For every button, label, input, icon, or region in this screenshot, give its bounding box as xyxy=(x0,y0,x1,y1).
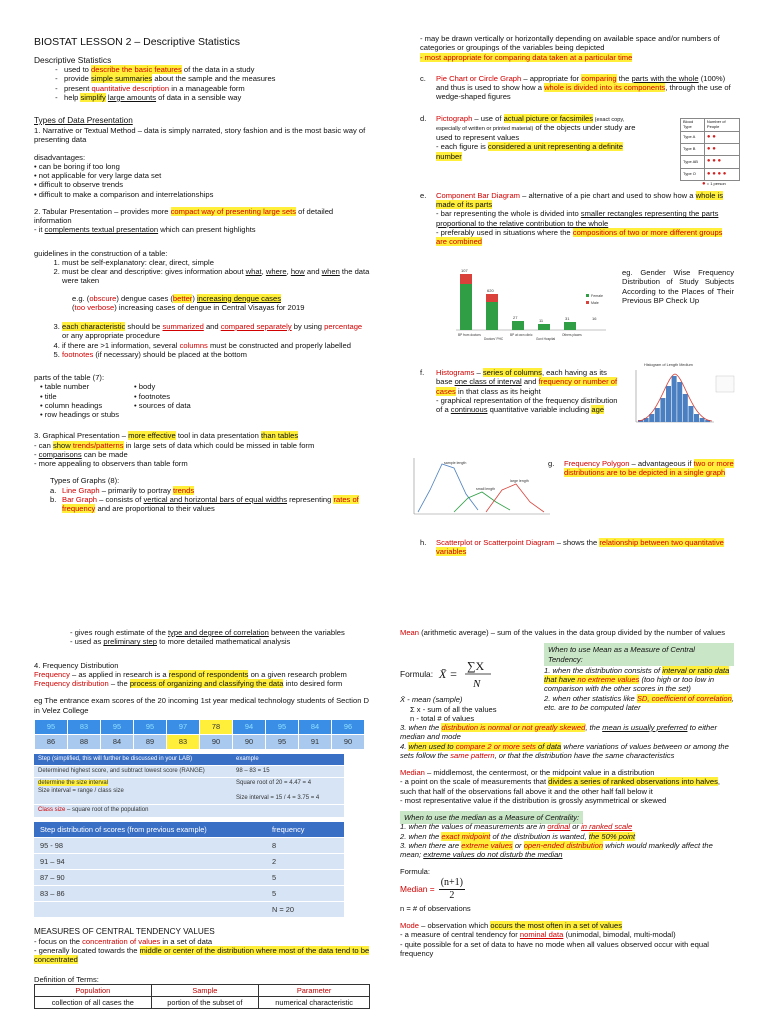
histogram-bar xyxy=(683,394,688,422)
comp-bar-2-top xyxy=(486,294,498,302)
picto-row-label: Type AB xyxy=(681,156,705,168)
histogram-bar xyxy=(688,406,693,422)
graph-type-f: f. Histograms – series of columns, each having as its base one class of interval and frequency or number of cases in that class as its height - graphical representation of the frequency distribution of a continuous quantitative variable including age xyxy=(420,368,618,414)
graph-benefit-2: - comparisons can be made xyxy=(34,449,128,459)
comp-bar-category: Govt Hospital xyxy=(536,337,556,341)
guideline-4: 4. if there are >1 information, several columns must be constructed and properly labelled xyxy=(62,341,370,350)
histogram-bar xyxy=(666,386,671,422)
graph-type-h: h. Scatterplot or Scatterpoint Diagram – shows the relationship between two quantitative variables xyxy=(420,538,724,557)
component-bar-example: eg. Gender Wise Frequency Distribution of Study Subjects According to the Places of Their Previous BP Check Up xyxy=(622,268,734,305)
comp-legend-male: Male xyxy=(591,301,599,305)
mean-formula xyxy=(437,657,507,691)
table-parts-heading: parts of the table (7): xyxy=(34,373,105,383)
median-when-1: 1. when the values of measurements are in ordinal or in ranked scale xyxy=(400,822,633,832)
mode-no-mode: - quite possible for a set of data to have no mode when all values observed occur with equal frequency xyxy=(400,939,709,958)
picto-row-label: Type A xyxy=(681,131,705,143)
comp-bar-4 xyxy=(538,324,550,330)
mean-when-block xyxy=(544,643,734,723)
steps-size-interval-example: Square root of 20 = 4.47 = 4 Size interval = 15 / 4 = 3.75 = 4 xyxy=(232,778,344,805)
score-cell: 88 xyxy=(68,734,101,749)
page-2 xyxy=(0,618,768,1024)
comp-bar-3 xyxy=(512,321,524,330)
picto-row-label: Type O xyxy=(681,168,705,180)
score-cell: 95 xyxy=(266,734,299,749)
ds-bullet-3: - present quantitative description in a manageable form xyxy=(64,84,370,93)
frequency-distribution-definition: Frequency distribution – the process of organizing and classifying the data into desired form xyxy=(34,679,343,688)
freq-head-1: Step distribution of scores (from previous example) xyxy=(34,821,266,837)
graph-type-d: d. Pictograph – use of actual picture or facsimiles (exact copy, especially of written or printed material) of the objects under study are used to represent values - each figure is considered a unit representing a definite number xyxy=(420,113,636,161)
freq-class: 87 – 90 xyxy=(34,869,266,885)
mean-when-4: 4. when used to compare 2 or more sets of data where variations of values between or among the sets follow the same pattern, or that the distribution have the same characteristics xyxy=(400,741,729,760)
freq-value: 5 xyxy=(266,869,344,885)
score-cell: 86 xyxy=(35,734,68,749)
descriptive-statistics-section xyxy=(34,55,370,102)
disadvantage-4: • difficult to make a comparison and interrelationships xyxy=(34,189,214,199)
disadvantage-1: • can be boring if too long xyxy=(34,161,120,171)
score-cell: 95 xyxy=(101,719,134,734)
steps-range-example: 98 – 83 = 15 xyxy=(232,766,344,778)
types-heading: Types of Data Presentation xyxy=(34,116,133,126)
score-cell: 89 xyxy=(134,734,167,749)
ds-bullet-2: - provide simple summaries about the sample and the measures xyxy=(64,74,370,83)
histogram-bars xyxy=(638,376,710,422)
steps-head-1: Step (simplified, this will further be discussed in your LAB) xyxy=(34,753,232,765)
comp-bar-category: Doctors' PHC xyxy=(484,337,504,341)
histogram-bar xyxy=(700,418,705,422)
median-representative: - most representative value if the distribution is grossly asymmetrical or skewed xyxy=(400,795,667,805)
freq-class: 95 - 98 xyxy=(34,837,266,853)
mean-when-2: 2. when other statistics like SD, coefficient of correlation, etc. are to be computed later xyxy=(544,693,734,712)
def-sample: Sample xyxy=(151,984,259,996)
scatter-note-1: - gives rough estimate of the type and degree of correlation between the variables xyxy=(70,628,345,637)
table-parts-list: • table number • body • title • footnotes • column headings • sources of data • row headings or stubs xyxy=(40,382,191,420)
comp-legend-female: Female xyxy=(591,294,603,298)
mode-nominal: - a measure of central tendency for nominal data (unimodal, bimodal, multi-modal) xyxy=(400,930,676,940)
graphical-section xyxy=(34,431,370,513)
picto-row-icons: ● ● xyxy=(704,131,739,143)
comp-bar-value: 16 xyxy=(592,316,597,321)
tabular-complements: - it complements textual presentation which can present highlights xyxy=(34,225,256,235)
svg-text:∑X: ∑X xyxy=(467,659,485,674)
def-population-text: collection of all cases the xyxy=(35,996,152,1008)
types-section xyxy=(34,116,370,235)
median-definition: Median – middlemost, the centermost, or the midpoint value in a distribution xyxy=(400,768,655,777)
polygon-series-1 xyxy=(418,464,478,512)
blood-drop-icon: ● xyxy=(702,181,706,187)
guidelines-section xyxy=(34,249,370,360)
tabular-presentation: 2. Tabular Presentation – provides more compact way of presenting large sets of detailed information xyxy=(34,206,334,226)
graph-type-e: e. Component Bar Diagram – alternative of a pie chart and used to show how a whole is made of its parts - bar representing the whole is divided into smaller rectangles representing the parts proportional to the relative contribution to the whole - preferably used in situations where the compositions of two or more different groups are combined xyxy=(420,190,724,247)
polygon-label: small length xyxy=(476,487,496,491)
disadvantage-3: • difficult to observe trends xyxy=(34,180,124,190)
score-cell: 94 xyxy=(233,719,266,734)
histogram-bar xyxy=(677,382,682,422)
def-population: Population xyxy=(35,984,152,996)
freq-value: 8 xyxy=(266,837,344,853)
histogram-bar xyxy=(660,398,665,422)
lesson-title: BIOSTAT LESSON 2 – Descriptive Statistics xyxy=(34,36,240,48)
component-bar-figure xyxy=(446,264,618,342)
picto-legend: ● = 1 person xyxy=(702,181,726,187)
score-cell: 91 xyxy=(299,734,332,749)
score-cell: 90 xyxy=(233,734,266,749)
page2-right-column xyxy=(400,628,734,958)
histogram-bar xyxy=(649,414,654,422)
score-cell: 90 xyxy=(200,734,233,749)
comp-legend-male-swatch xyxy=(586,301,589,304)
median-when-heading: When to use the median as a Measure of Centrality: xyxy=(400,813,734,822)
guideline-1: 1. must be self-explanatory: clear, direct, simple xyxy=(62,258,370,267)
histogram-bar xyxy=(694,414,699,422)
comp-bar-value: 27 xyxy=(513,315,518,320)
page2-left-column xyxy=(34,628,370,1009)
picto-row-icons: ● ● ● xyxy=(704,156,739,168)
steps-range: Determined highest score, and subtract lowest score (RANGE) xyxy=(34,766,232,778)
table-parts-section xyxy=(34,373,370,419)
median-denominator: 2 xyxy=(449,889,455,901)
graph-type-b: b. Bar Graph – consists of vertical and horizontal bars of equal widths representing rates of frequency and are proportional to their values xyxy=(50,494,359,514)
mean-formula-block: Formula: X̄ = ∑X N X̄ - mean (sample) Σ x - sum of all the values n - total # of values xyxy=(400,643,544,723)
histogram-bar xyxy=(644,418,649,422)
comp-bar-value: 11 xyxy=(539,318,544,323)
disadvantages-heading: disadvantages: xyxy=(34,152,86,162)
score-cell: 90 xyxy=(332,734,365,749)
comp-bar-category: BP from doctors xyxy=(458,333,481,337)
mode-definition: Mode – observation which occurs the most often in a set of values xyxy=(400,921,623,931)
freq-class: 91 – 94 xyxy=(34,853,266,869)
picto-row-icons: ● ● xyxy=(704,144,739,156)
histogram-bar xyxy=(672,376,677,422)
score-cell: 95 xyxy=(266,719,299,734)
scores-table xyxy=(34,719,365,750)
freq-value: 2 xyxy=(266,853,344,869)
ds-bullet-4: - help simplify large amounts of data in a sensible way xyxy=(64,93,370,102)
mean-symbol-n: n - total # of values xyxy=(410,713,475,723)
graph-type-c: c. Pie Chart or Circle Graph – appropriate for comparing the parts with the whole (100%) and thus is used to show how a whole is divided into its components, through the use of wedge-shaped figures xyxy=(420,73,731,102)
scores-example: eg The entrance exam scores of the 20 incoming 1st year medical technology students of Section D in Velez College xyxy=(34,696,370,715)
def-parameter-text: numerical characteristic xyxy=(259,996,370,1008)
median-when-3: 3. when there are extreme values or open-ended distribution which would markedly affect the mean; extreme values do not disturb the median xyxy=(400,840,713,859)
disadvantage-2: • not applicable for very large data set xyxy=(34,171,162,181)
median-when-2: 2. when the exact midpoint of the distribution is wanted, the 50% point xyxy=(400,831,636,841)
ds-heading: Descriptive Statistics xyxy=(34,54,112,65)
bar-graph-note: - may be drawn vertically or horizontally depending on available space and/or numbers of categories or groupings of the variables being depicted xyxy=(420,34,720,53)
freq-total: N = 20 xyxy=(266,901,344,917)
median-formula: Median = $\frac{(n+1)}{2}$ xyxy=(400,876,463,901)
picto-row-label: Type B xyxy=(681,144,705,156)
score-cell: 83 xyxy=(68,719,101,734)
central-tendency-2: - generally located towards the middle or center of the distribution where most of the data tend to be concentrated xyxy=(34,946,370,965)
comp-bar-category: BP at own clinic xyxy=(510,333,533,337)
median-when-block xyxy=(400,813,734,859)
score-cell: 78 xyxy=(200,719,233,734)
graph-benefit-1: - can show trends/patterns in large sets of data which could be missed in table form xyxy=(34,440,315,450)
freq-head-2: frequency xyxy=(266,821,344,837)
freq-class xyxy=(34,901,266,917)
def-sample-text: portion of the subset of xyxy=(151,996,259,1008)
graph-type-g: g. Frequency Polygon – advantageous if two or more distributions are to be depicted in a single graph xyxy=(548,459,734,478)
score-cell: 95 xyxy=(134,719,167,734)
svg-text:X̄ =: X̄ = xyxy=(439,667,458,682)
definition-table xyxy=(34,984,370,1009)
mean-when-1: 1. when the distribution consists of interval or ratio data that have no extreme values (too high or too low in comparison with the other scores in the set) xyxy=(544,665,730,694)
definition-of-terms-heading: Definition of Terms: xyxy=(34,974,99,984)
narrative-method: 1. Narrative or Textual Method – data is simply narrated, story fashion and is the most basic way of presenting data xyxy=(34,126,366,145)
central-tendency-1: - focus on the concentration of values in a set of data xyxy=(34,936,213,946)
frequency-polygon-figure xyxy=(406,454,554,522)
comp-bar-category: Others places xyxy=(562,333,582,337)
mean-when-3: 3. when the distribution is normal or not greatly skewed, the mean is usually preferred to either median and mode xyxy=(400,723,718,742)
pictograph-figure xyxy=(680,118,740,188)
guidelines-heading: guidelines in the construction of a table: xyxy=(34,248,168,258)
polygon-label: large length xyxy=(510,479,529,483)
ds-bullet-1: - used to describe the basic features of the data in a study xyxy=(64,65,370,74)
mean-when-heading: When to use Mean as a Measure of Central Tendency: xyxy=(544,643,734,666)
page-1 xyxy=(0,8,768,557)
steps-head-2: example xyxy=(232,753,344,765)
score-cell: 84 xyxy=(101,734,134,749)
guideline-2: 2. must be clear and descriptive: gives information about what, where, how and when the data were taken e.g. (obscure) dengue cases (better) increasing dengue cases (too verbose) increasing cases of dengue in Central Visayas for 2019 xyxy=(62,267,370,322)
median-formula-label: Formula: xyxy=(400,867,430,877)
steps-size-interval: determine the size interval Size interval = range / class size xyxy=(34,778,232,805)
median-n-definition: n = # of observations xyxy=(400,903,471,913)
scatter-note-2: - used as preliminary step to more detailed mathematical analysis xyxy=(70,637,291,647)
frequency-table xyxy=(34,821,344,917)
graphical-presentation: 3. Graphical Presentation – more effective tool in data presentation than tables xyxy=(34,431,299,441)
polygon-label: sample length xyxy=(444,461,467,465)
picto-head-2: Number of People xyxy=(704,119,739,132)
comp-bar-1-top xyxy=(460,274,472,284)
histogram-legend-box xyxy=(716,376,734,392)
comp-bar-5 xyxy=(564,322,576,330)
bar-graph-appropriate: - most appropriate for comparing data taken at a particular time xyxy=(420,52,633,62)
score-cell: 83 xyxy=(167,734,200,749)
central-tendency-heading: MEASURES OF CENTRAL TENDENCY VALUES xyxy=(34,926,215,936)
steps-class-size: Class size – square root of the population xyxy=(34,805,344,817)
score-cell: 97 xyxy=(167,719,200,734)
picto-head-1: Blood Type xyxy=(681,119,705,132)
comp-legend-female-swatch xyxy=(586,294,589,297)
steps-table xyxy=(34,753,344,817)
histogram-figure xyxy=(628,360,738,432)
frequency-definition: Frequency – as applied in research is a respond of respondents on a given research problem xyxy=(34,669,347,679)
histogram-title: Histogram of Length Medium xyxy=(644,363,693,367)
mean-symbol-xbar: X̄ - mean (sample) xyxy=(400,695,463,705)
picto-row-icons: ● ● ● ● xyxy=(704,168,739,180)
guideline-5: 5. footnotes (if necessary) should be placed at the bottom xyxy=(62,350,370,359)
comp-bar-value: 107 xyxy=(461,268,468,273)
median-numerator: (n+1) xyxy=(439,877,465,890)
median-point: - a point on the scale of measurements that divides a series of ranked observations into halves, such that half of the observations fall above it and the other half fall below it xyxy=(400,777,720,796)
freq-value: 5 xyxy=(266,885,344,901)
comp-bar-value: 31 xyxy=(565,316,570,321)
graph-benefit-3: - more appealing to observers than table form xyxy=(34,459,188,469)
guideline-example-2: (too verbose) increasing cases of dengue in Central Visayas for 2019 xyxy=(72,302,305,312)
polygon-series-2 xyxy=(454,492,510,512)
guideline-example-1: e.g. (obscure) dengue cases (better) increasing dengue cases xyxy=(72,293,281,303)
comp-bar-value: 620 xyxy=(487,288,494,293)
types-of-graphs-heading: Types of Graphs (8): xyxy=(50,476,120,486)
def-parameter: Parameter xyxy=(259,984,370,996)
mean-symbol-sum: Σ x - sum of all the values xyxy=(410,704,497,714)
freq-class: 83 – 86 xyxy=(34,885,266,901)
score-cell: 96 xyxy=(332,719,365,734)
graph-type-a: a. Line Graph – primarily to portray trends xyxy=(50,485,195,495)
frequency-distribution-heading: 4. Frequency Distribution xyxy=(34,660,119,670)
guideline-3: 3. each characteristic should be summarized and compared separately by using percentage or any appropriate procedure xyxy=(62,322,370,341)
score-cell: 84 xyxy=(299,719,332,734)
histogram-bar xyxy=(655,408,660,422)
mean-definition: Mean (arithmetic average) – sum of the values in the data group divided by the number of values xyxy=(400,628,726,637)
svg-text:N: N xyxy=(473,678,481,691)
page1-left-column xyxy=(34,36,370,513)
score-cell: 95 xyxy=(35,719,68,734)
